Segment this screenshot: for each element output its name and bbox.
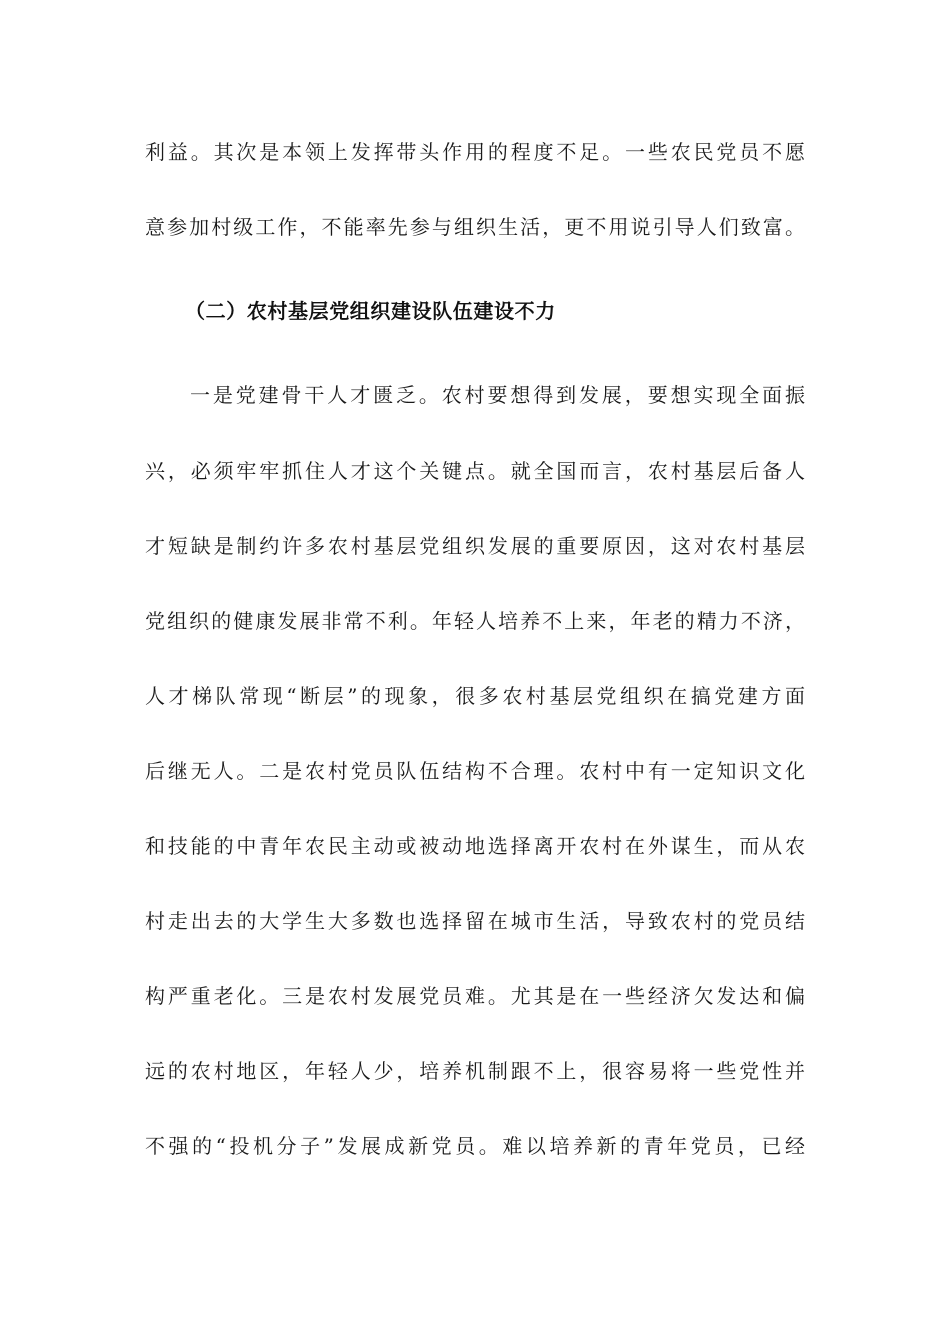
paragraph-line: 兴，必须牢牢抓住人才这个关键点。就全国而言，农村基层后备人 <box>145 459 805 483</box>
section-heading: （二）农村基层党组织建设队伍建设不力 <box>185 299 556 323</box>
paragraph-line: 村走出去的大学生大多数也选择留在城市生活，导致农村的党员结 <box>145 909 805 933</box>
paragraph-line: 一是党建骨干人才匮乏。农村要想得到发展，要想实现全面振 <box>190 383 805 407</box>
paragraph-line: 和技能的中青年农民主动或被动地选择离开农村在外谋生，而从农 <box>145 834 805 858</box>
paragraph-line: 远的农村地区，年轻人少，培养机制跟不上，很容易将一些党性并 <box>145 1059 805 1083</box>
paragraph-line: 利益。其次是本领上发挥带头作用的程度不足。一些农民党员不愿 <box>145 140 805 164</box>
paragraph-line: 意参加村级工作，不能率先参与组织生活，更不用说引导人们致富。 <box>145 215 805 239</box>
paragraph-line: 党组织的健康发展非常不利。年轻人培养不上来，年老的精力不济， <box>145 609 805 633</box>
paragraph-line: 才短缺是制约许多农村基层党组织发展的重要原因，这对农村基层 <box>145 534 805 558</box>
paragraph-line: 人才梯队常现“断层”的现象，很多农村基层党组织在搞党建方面 <box>145 684 805 708</box>
paragraph-line: 后继无人。二是农村党员队伍结构不合理。农村中有一定知识文化 <box>145 759 805 783</box>
paragraph-line: 构严重老化。三是农村发展党员难。尤其是在一些经济欠发达和偏 <box>145 984 805 1008</box>
paragraph-line: 不强的“投机分子”发展成新党员。难以培养新的青年党员，已经 <box>145 1134 805 1158</box>
